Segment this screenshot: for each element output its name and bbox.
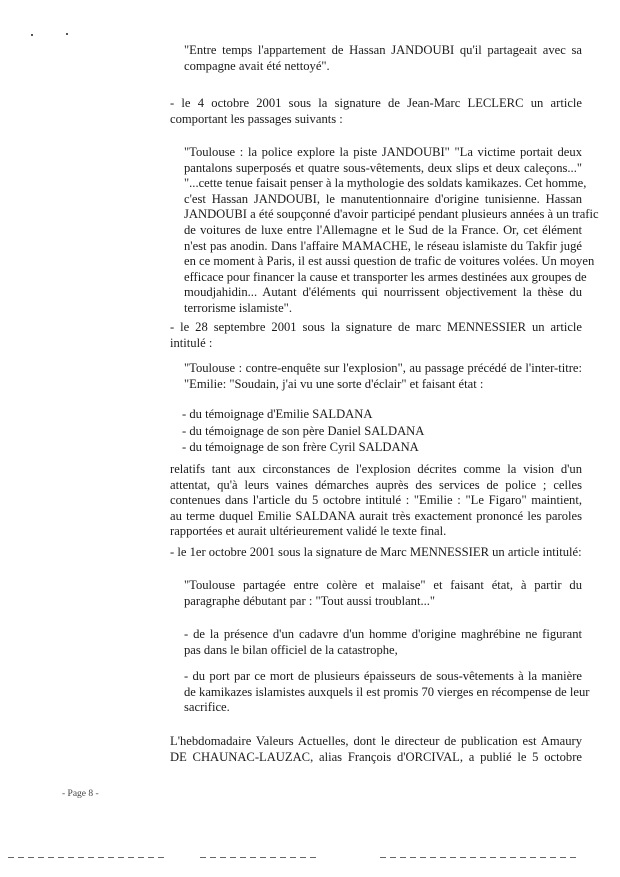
text-line: "Toulouse partagée entre colère et malaise" et faisant état, à partir du — [184, 578, 582, 592]
scan-edge-mark — [200, 857, 320, 858]
paragraph-valeurs-actuelles — [170, 734, 582, 765]
text-line: "Toulouse : la police explore la piste JANDOUBI" "La victime portait deux — [184, 145, 582, 159]
text-line: "Emilie: "Soudain, j'ai vu une sorte d'éclair" et faisant état : — [184, 376, 484, 391]
scan-edge-mark — [380, 857, 580, 858]
scan-edge-mark — [8, 857, 168, 858]
text-line: DE CHAUNAC-LAUZAC, alias François d'ORCIVAL, a publié le 5 octobre — [170, 749, 582, 764]
paragraph-oct-4-article — [170, 96, 582, 127]
list-item: - du témoignage de son père Daniel SALDANA — [182, 423, 425, 438]
text-line: efficace pour financer la cause et transporter les armes destinées aux groupes de — [184, 269, 587, 284]
paragraph-sep-28-article — [170, 320, 582, 351]
text-line: compagne avait été nettoyé". — [184, 58, 330, 73]
text-line: au terme duquel Emilie SALDANA aurait très exactement prononcé les paroles — [170, 508, 582, 523]
scan-speck — [31, 34, 33, 36]
text-line: L'hebdomadaire Valeurs Actuelles, dont le directeur de publication est Amaury — [170, 734, 582, 748]
text-line: c'est Hassan JANDOUBI, le manutentionnaire d'origine tunisienne. Hassan — [184, 191, 582, 206]
text-line: en ce moment à Paris, il est aussi question de trafic de voitures volées. Un moyen — [184, 254, 595, 269]
paragraph-relatifs — [170, 462, 582, 540]
paragraph-kamikazes — [170, 669, 590, 716]
text-line: pas dans le bilan officiel de la catastrophe, — [184, 642, 398, 657]
paragraph-cadavre — [170, 627, 582, 658]
scan-speck — [66, 33, 68, 35]
text-line: - le 1er octobre 2001 sous la signature de Marc MENNESSIER un article intitulé: — [170, 545, 582, 559]
page-number: - Page 8 - — [62, 789, 99, 799]
text-line: n'est pas anodin. Dans l'affaire MAMACHE, le réseau islamiste du Takfir jugé — [184, 238, 582, 253]
list-item: - du témoignage d'Emilie SALDANA — [182, 407, 373, 421]
text-line: de voitures de luxe entre l'Allemagne et le Sud de la France. Or, cet élément — [184, 222, 582, 237]
testimony-list — [182, 406, 424, 456]
text-line: intitulé : — [170, 335, 213, 350]
paragraph-colere-malaise — [170, 578, 582, 609]
text-line: "Toulouse : contre-enquête sur l'explosion", au passage précédé de l'inter-titre: — [184, 361, 582, 375]
paragraph-quote-apartment — [170, 43, 582, 74]
text-line: "...cette tenue faisait penser à la mythologie des soldats kamikazes. Cet homme, — [184, 176, 587, 191]
text-line: rapportées et aurait ultérieurement validé le texte final. — [170, 524, 447, 539]
text-line: "Entre temps l'appartement de Hassan JANDOUBI qu'il partageait avec sa — [184, 43, 582, 57]
text-line: terrorisme islamiste". — [184, 300, 292, 315]
text-line: - du port par ce mort de plusieurs épaisseurs de sous-vêtements à la manière — [184, 669, 582, 683]
text-line: relatifs tant aux circonstances de l'explosion décrites comme la vision d'un — [170, 462, 582, 476]
list-item: - du témoignage de son frère Cyril SALDANA — [182, 440, 419, 454]
paragraph-quote-jandoubi — [170, 145, 599, 317]
paragraph-oct-1-article — [170, 545, 582, 561]
text-line: pantalons superposés et quatre sous-vêtements, deux slips et deux caleçons..." — [184, 160, 582, 175]
text-line: - le 28 septembre 2001 sous la signature de marc MENNESSIER un article — [170, 320, 582, 334]
text-line: paragraphe débutant par : "Tout aussi troublant..." — [184, 593, 436, 608]
text-line: contenues dans l'article du 5 octobre intitulé : "Emilie : "Le Figaro" maintient, — [170, 493, 582, 508]
paragraph-contre-enquete — [170, 361, 582, 392]
text-line: JANDOUBI a été soupçonné d'avoir participé pendant plusieurs années à un trafic — [184, 207, 599, 222]
text-line: comportant les passages suivants : — [170, 111, 343, 126]
text-line: de kamikazes islamistes auxquels il est promis 70 vierges en récompense de leur — [184, 684, 590, 699]
text-line: moudjahidin... Autant d'éléments qui nourrissent objectivement la thèse du — [184, 285, 582, 300]
text-line: - le 4 octobre 2001 sous la signature de Jean-Marc LECLERC un article — [170, 96, 582, 110]
text-line: - de la présence d'un cadavre d'un homme d'origine maghrébine ne figurant — [184, 627, 582, 641]
text-line: sacrifice. — [184, 700, 230, 715]
text-line: attentat, qu'à leurs vaines démarches auprès des services de police ; celles — [170, 477, 582, 492]
